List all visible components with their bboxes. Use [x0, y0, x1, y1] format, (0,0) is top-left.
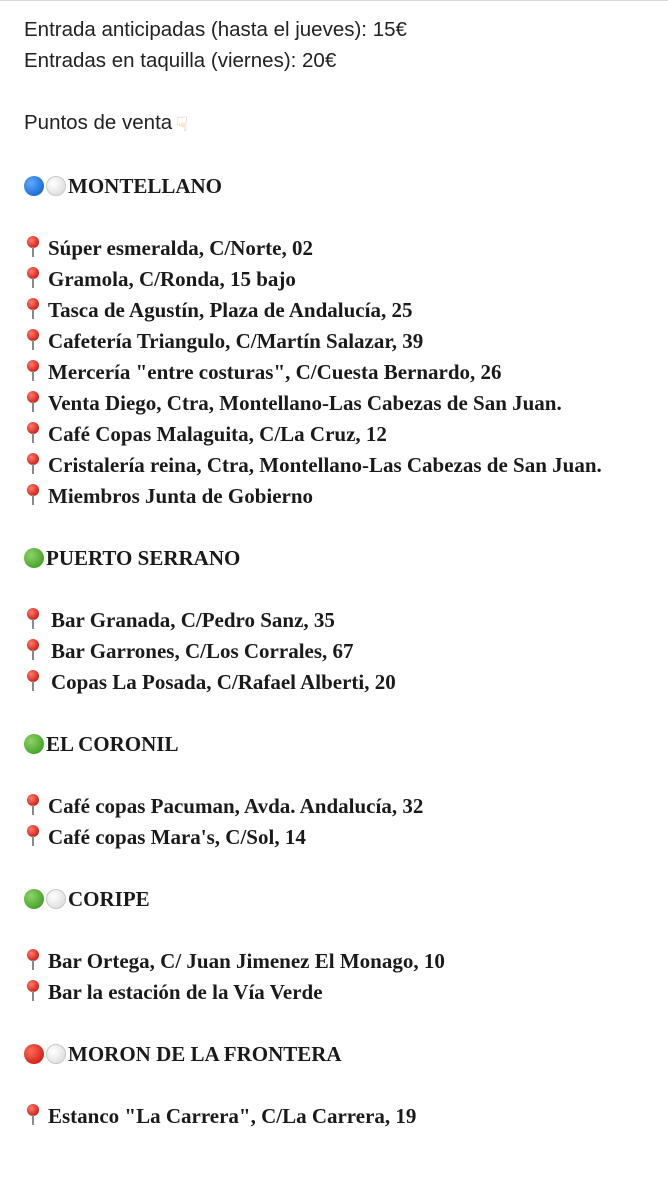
- pushpin-icon: [24, 980, 42, 1002]
- green-circle-icon: [24, 548, 44, 568]
- section-heading-montellano: [24, 171, 654, 202]
- section-name: CORIPE: [68, 887, 150, 911]
- section-name: MONTELLANO: [68, 174, 223, 198]
- list-item-text: Café Copas Malaguita, C/La Cruz, 12: [48, 422, 387, 446]
- spacer: [24, 698, 654, 729]
- list-item: [24, 357, 654, 388]
- pushpin-icon: [24, 298, 42, 320]
- list-item: [24, 1101, 654, 1132]
- pushpin-icon: [24, 670, 42, 692]
- pushpin-icon: [24, 267, 42, 289]
- list-item-text: Café copas Pacuman, Avda. Andalucía, 32: [48, 794, 424, 818]
- list-item-text: Café copas Mara's, C/Sol, 14: [48, 825, 306, 849]
- white-circle-icon: [46, 1044, 66, 1064]
- spacer: [24, 915, 654, 946]
- pushpin-icon: [24, 329, 42, 351]
- list-item-text: Bar Ortega, C/ Juan Jimenez El Monago, 10: [48, 949, 445, 973]
- list-item: [24, 822, 654, 853]
- list-item: [24, 481, 654, 512]
- section-name: PUERTO SERRANO: [46, 546, 241, 570]
- pushpin-icon: [24, 949, 42, 971]
- pushpin-icon: [24, 639, 42, 661]
- list-item: [24, 326, 654, 357]
- pushpin-icon: [24, 608, 42, 630]
- green-circle-icon: [24, 734, 44, 754]
- pushpin-icon: [24, 794, 42, 816]
- list-item: [24, 388, 654, 419]
- list-item-text: Copas La Posada, C/Rafael Alberti, 20: [51, 670, 396, 694]
- pushpin-icon: [24, 1104, 42, 1126]
- spacer: [24, 140, 654, 171]
- pushpin-icon: [24, 236, 42, 258]
- list-item-text: Venta Diego, Ctra, Montellano-Las Cabezas de San Juan.: [48, 391, 562, 415]
- section-heading-puerto-serrano: [24, 543, 654, 574]
- list-item: [24, 233, 654, 264]
- box-office-text: Entradas en taquilla (viernes): 20€: [24, 49, 337, 72]
- section-heading-moron-de-la-frontera: [24, 1039, 654, 1070]
- pushpin-icon: [24, 825, 42, 847]
- points-of-sale-label: Puntos de venta: [24, 111, 173, 134]
- spacer: [24, 574, 654, 605]
- white-circle-icon: [46, 176, 66, 196]
- section-name: EL CORONIL: [46, 732, 179, 756]
- blue-circle-icon: [24, 176, 44, 196]
- pushpin-icon: [24, 484, 42, 506]
- list-item-text: Cafetería Triangulo, C/Martín Salazar, 39: [48, 329, 424, 353]
- list-item-text: Mercería "entre costuras", C/Cuesta Bernardo, 26: [48, 360, 502, 384]
- list-item-text: Súper esmeralda, C/Norte, 02: [48, 236, 313, 260]
- list-item-text: Cristalería reina, Ctra, Montellano-Las Cabezas de San Juan.: [48, 453, 602, 477]
- pushpin-icon: [24, 422, 42, 444]
- post-content: [24, 14, 654, 1132]
- spacer: [24, 1070, 654, 1101]
- spacer: [24, 853, 654, 884]
- top-divider: [0, 0, 668, 1]
- list-item: [24, 977, 654, 1008]
- list-item-text: Tasca de Agustín, Plaza de Andalucía, 25: [48, 298, 413, 322]
- list-item: [24, 450, 624, 481]
- green-circle-icon: [24, 889, 44, 909]
- section-heading-coripe: [24, 884, 654, 915]
- list-item-text: Bar la estación de la Vía Verde: [48, 980, 323, 1004]
- pushpin-icon: [24, 360, 42, 382]
- list-item: [24, 636, 654, 667]
- section-heading-el-coronil: [24, 729, 654, 760]
- red-circle-icon: [24, 1044, 44, 1064]
- spacer: [24, 76, 654, 107]
- spacer: [24, 1008, 654, 1039]
- list-item: [24, 946, 654, 977]
- list-item-text: Bar Granada, C/Pedro Sanz, 35: [51, 608, 335, 632]
- list-item: [24, 667, 654, 698]
- early-tickets-text: Entrada anticipadas (hasta el jueves): 15€: [24, 18, 407, 41]
- list-item-text: Bar Garrones, C/Los Corrales, 67: [51, 639, 354, 663]
- list-item-text: Estanco "La Carrera", C/La Carrera, 19: [48, 1104, 417, 1128]
- spacer: [24, 760, 654, 791]
- list-item-text: Miembros Junta de Gobierno: [48, 484, 314, 508]
- list-item: [24, 295, 654, 326]
- pointing-down-hand-icon: ☟: [176, 112, 189, 136]
- list-item: [24, 264, 654, 295]
- list-item: [24, 791, 654, 822]
- list-item-text: Gramola, C/Ronda, 15 bajo: [48, 267, 296, 291]
- section-name: MORON DE LA FRONTERA: [68, 1042, 342, 1066]
- list-item: [24, 605, 654, 636]
- pushpin-icon: [24, 391, 42, 413]
- points-of-sale-heading: [24, 107, 654, 140]
- pushpin-icon: [24, 453, 42, 475]
- spacer: [24, 512, 654, 543]
- spacer: [24, 202, 654, 233]
- list-item: [24, 419, 654, 450]
- white-circle-icon: [46, 889, 66, 909]
